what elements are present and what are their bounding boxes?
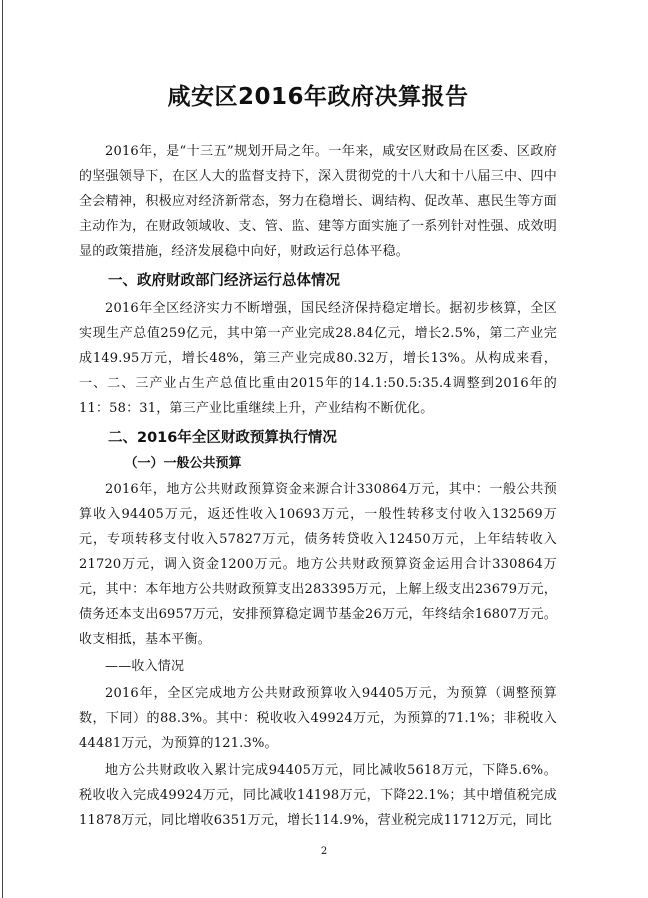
page-number: 2 xyxy=(320,846,328,857)
document-title: 咸安区2016年政府决算报告 xyxy=(167,84,469,110)
document-body xyxy=(79,78,557,833)
intro-paragraph: 2016年，是“十三五”规划开局之年。一年来，咸安区财政局在区委、区政府的坚强领导下，在区人大的监督支持下，深入贯彻党的十八大和十八届三中、四中全会精神，积极应对经济新常态，努力在稳增长、调结构、促改革、惠民生等方面主动作为，在财政领域收、支、管、监、建等方面实施了一系列针对性强、成效明显的政策措施，经济发展稳中向好，财政运行总体平稳。 xyxy=(79,144,557,259)
revenue-paragraph-2: 地方公共财政收入累计完成94405万元，同比减收5618万元，下降5.6%。税收收入完成49924万元，同比减收14198万元，下降22.1%；其中增值税完成11878万元，同比增收6351万元，增长114.9%，营业税完成11712万元，同比 xyxy=(79,763,557,828)
subsection1-paragraph: 2016年，地方公共财政预算资金来源合计330864万元，其中：一般公共预算收入94405万元，返还性收入10693万元，一般性转移支付收入132569万元，专项转移支付收入57827万元，债务转贷收入12450万元，上年结转收入21720万元，调入资金1200万元。地方公共财政预算资金运用合计330864万元，其中：本年地方公共财政预算支出283395万元，上解上级支出23679万元，债务还本支出6957万元，安排预算稳定调节基金26万元，年终结余16807万元。收支相抵，基本平衡。 xyxy=(79,482,557,647)
section2-heading: 二、2016年全区财政预算执行情况 xyxy=(108,430,337,446)
subsection1-heading: （一）一般公共预算 xyxy=(124,456,242,471)
section1-paragraph: 2016年全区经济实力不断增强，国民经济保持稳定增长。据初步核算，全区实现生产总值259亿元，其中第一产业完成28.84亿元，增长2.5%，第二产业完成149.95万元，增长48%，第三产业完成80.32万，增长13%。从构成来看，一、二、三产业占生产总值比重由2015年的14.1:50.5:35.4调整到2016年的11：58：31，第三产业比重继续上升，产业结构不断优化。 xyxy=(79,301,557,416)
section1-heading: 一、政府财政部门经济运行总体情况 xyxy=(108,273,340,289)
page-left-border xyxy=(2,0,3,898)
revenue-label: ——收入情况 xyxy=(105,659,185,674)
revenue-paragraph-1: 2016年，全区完成地方公共财政预算收入94405万元，为预算（调整预算数，下同）的88.3%。其中：税收收入49924万元，为预算的71.1%；非税收入44481万元，为预算的121.3%。 xyxy=(79,686,557,751)
